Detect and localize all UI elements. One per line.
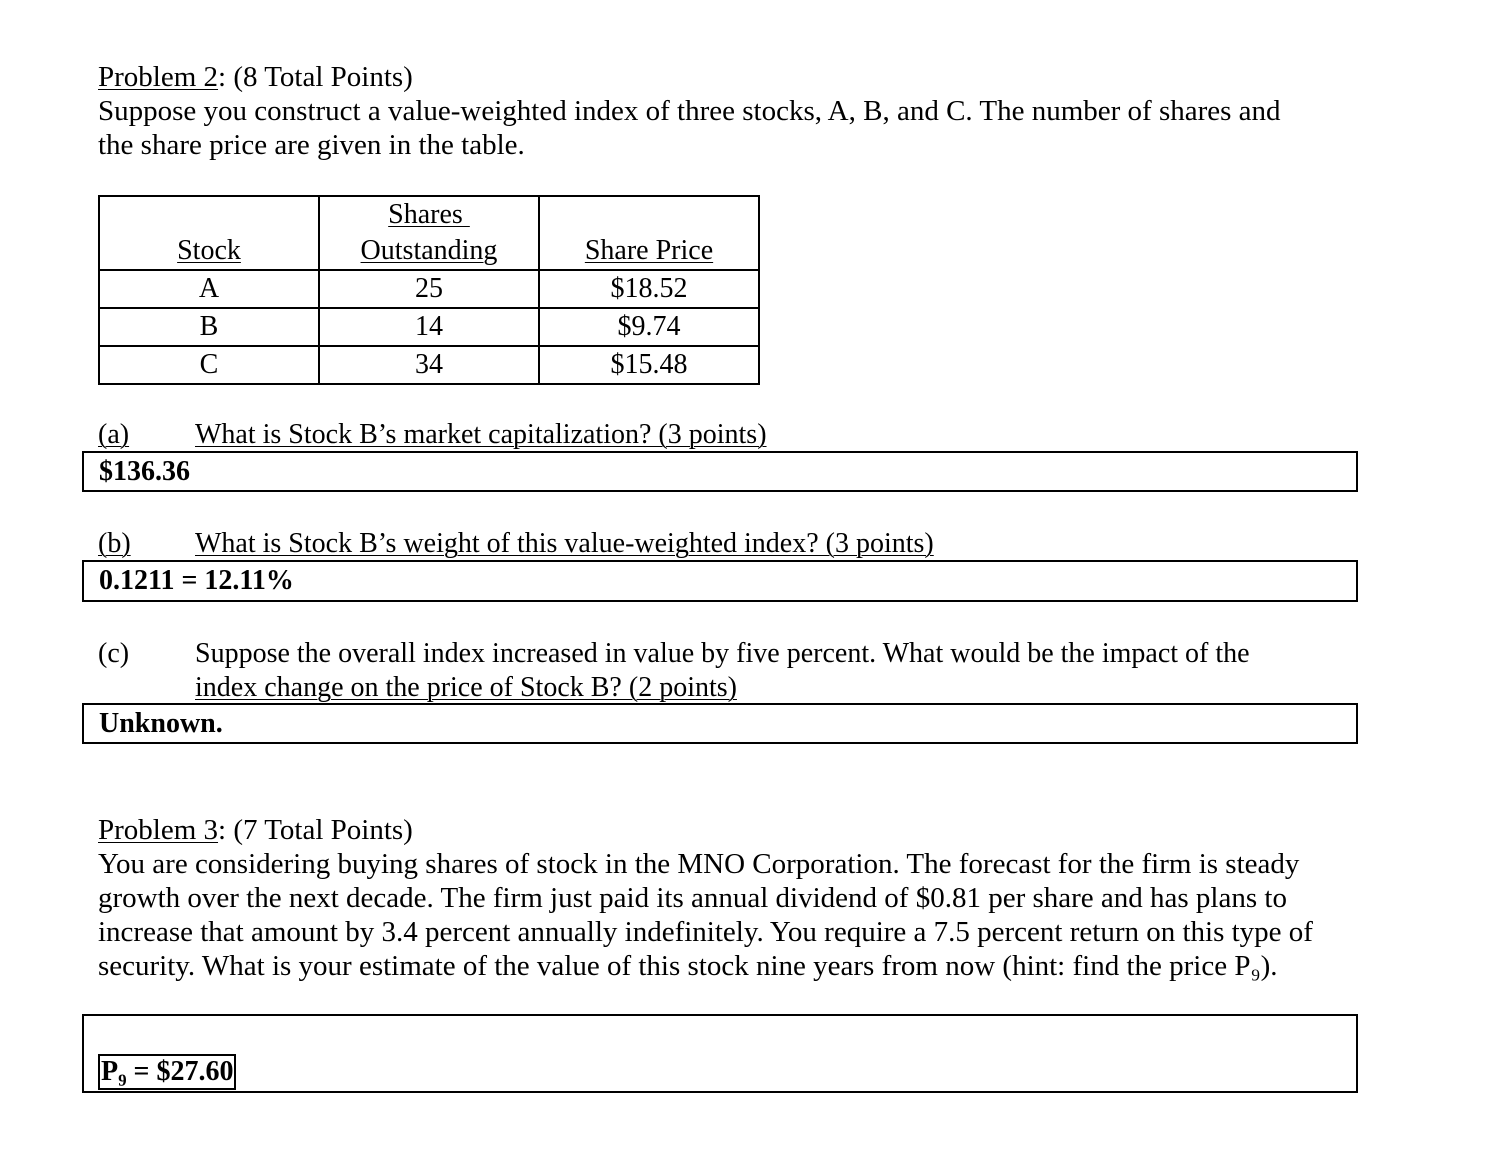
table-row xyxy=(99,346,759,384)
stock-table xyxy=(98,195,760,385)
header-shares-line1: Shares xyxy=(388,199,470,230)
header-price: Share Price xyxy=(584,235,714,266)
answer-c-box xyxy=(82,703,1358,744)
problem3-line2: growth over the next decade. The firm just paid its annual dividend of $0.81 per share and has plans to xyxy=(98,882,1287,914)
answer-b-box xyxy=(82,560,1358,602)
problem3-title: Problem 3 xyxy=(98,814,219,846)
problem3-line1: You are considering buying shares of stock in the MNO Corporation. The forecast for the firm is steady xyxy=(98,848,1300,880)
header-price-cell xyxy=(539,196,759,270)
problem3-line3: increase that amount by 3.4 percent annually indefinitely. You require a 7.5 percent return on this type of xyxy=(98,916,1313,948)
answer-b: 0.1211 = 12.11% xyxy=(99,565,294,596)
problem2-title: Problem 2 xyxy=(98,61,219,93)
answer-c: Unknown. xyxy=(99,708,223,739)
answer-a: $136.36 xyxy=(99,456,190,487)
question-b-label: (b) xyxy=(98,528,131,559)
header-shares-line2: Outstanding xyxy=(360,235,498,266)
question-c-label: (c) xyxy=(98,638,130,669)
header-shares-cell xyxy=(319,196,539,270)
problem2-points: : (8 Total Points) xyxy=(218,61,413,93)
cell-price: $15.48 xyxy=(539,346,759,384)
question-c-text-line1: Suppose the overall index increased in value by five percent. What would be the impact of the xyxy=(195,638,1250,669)
problem2-heading xyxy=(98,60,413,94)
question-a-text: What is Stock B’s market capitalization? (3 points) xyxy=(195,419,767,450)
question-a-label: (a) xyxy=(98,419,130,450)
cell-price: $9.74 xyxy=(539,308,759,346)
answer-p3: P₉ = $27.60 xyxy=(98,1054,236,1090)
answer-a-box xyxy=(82,451,1358,492)
problem3-heading xyxy=(98,813,413,847)
question-b-text: What is Stock B’s weight of this value-weighted index? (3 points) xyxy=(195,528,934,559)
answer-p3-box xyxy=(82,1014,1358,1093)
cell-stock: C xyxy=(99,346,319,384)
cell-shares: 25 xyxy=(319,270,539,308)
cell-stock: A xyxy=(99,270,319,308)
cell-shares: 34 xyxy=(319,346,539,384)
cell-shares: 14 xyxy=(319,308,539,346)
table-row xyxy=(99,270,759,308)
problem3-points: : (7 Total Points) xyxy=(218,814,413,846)
table-row xyxy=(99,308,759,346)
cell-stock: B xyxy=(99,308,319,346)
question-c-text-line2: index change on the price of Stock B? (2 points) xyxy=(195,672,737,703)
problem2-intro-line1: Suppose you construct a value-weighted index of three stocks, A, B, and C. The number of shares and xyxy=(98,95,1281,127)
cell-price: $18.52 xyxy=(539,270,759,308)
table-header-row xyxy=(99,196,759,270)
header-stock-cell xyxy=(99,196,319,270)
problem2-intro-line2: the share price are given in the table. xyxy=(98,129,525,161)
problem3-line4: security. What is your estimate of the value of this stock nine years from now (hint: find the price P₉). xyxy=(98,950,1278,982)
header-stock: Stock xyxy=(177,235,241,266)
